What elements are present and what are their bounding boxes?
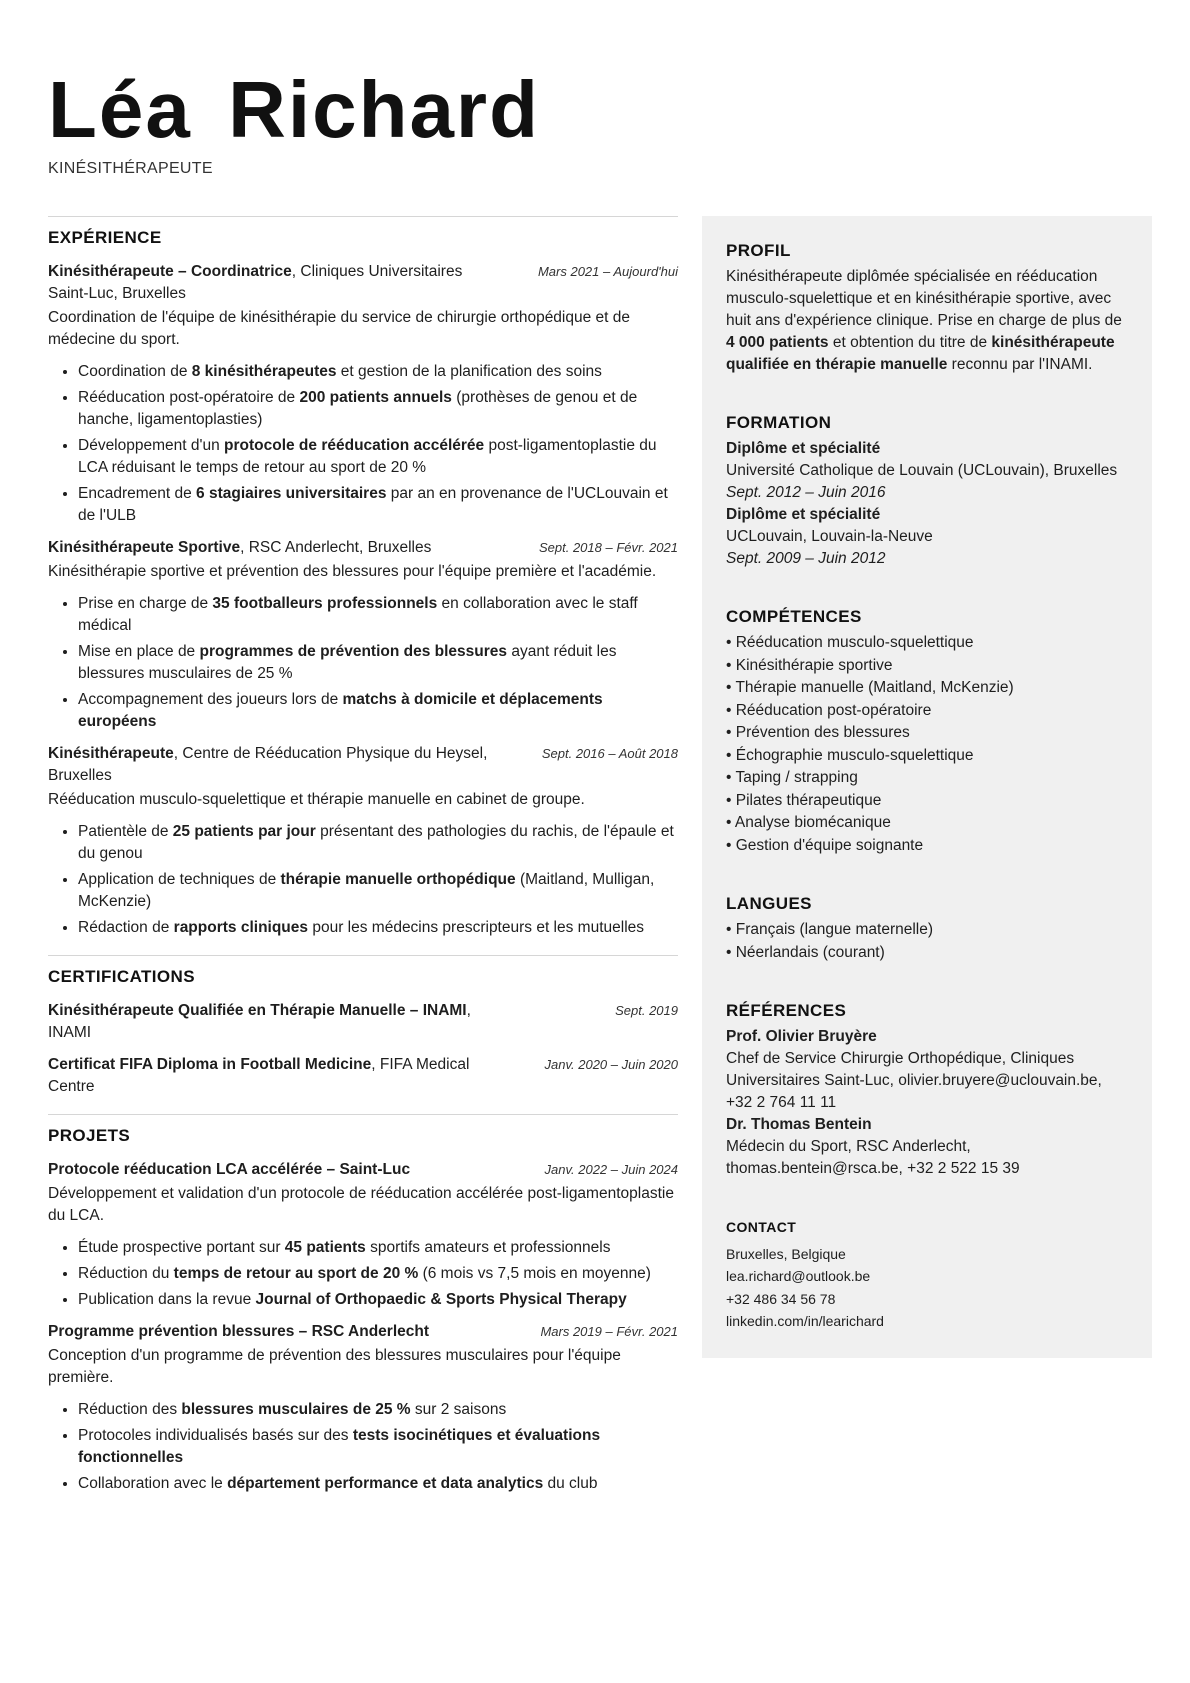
bullet-text: Rééducation post-opératoire de bbox=[78, 389, 300, 406]
entry-organization: , Centre de Rééducation Physique du Heysel, Bruxelles bbox=[48, 745, 488, 784]
candidate-name: Léa Richard bbox=[48, 65, 540, 154]
contact-section bbox=[726, 1216, 1128, 1333]
bullet-item bbox=[78, 361, 678, 383]
bullet-list bbox=[48, 593, 678, 733]
bullet-highlight: 200 patients annuels bbox=[299, 389, 452, 406]
profile-text-part: et obtention du titre de bbox=[828, 334, 992, 351]
bullet-item bbox=[78, 869, 678, 913]
bullet-item bbox=[78, 1237, 678, 1259]
entry-header bbox=[48, 1159, 678, 1181]
skill-item: • Kinésithérapie sportive bbox=[726, 656, 893, 674]
references-list bbox=[726, 1026, 1128, 1180]
skill-item: • Analyse biomécanique bbox=[726, 814, 891, 831]
profile-highlight: 4 000 patients bbox=[726, 334, 829, 351]
bullet-highlight: 35 footballeurs professionnels bbox=[212, 595, 438, 612]
section-title: RÉFÉRENCES bbox=[726, 1001, 847, 1020]
skill-item: • Taping / strapping bbox=[726, 769, 858, 786]
experience-list bbox=[48, 261, 678, 939]
contact-item: +32 486 34 56 78 bbox=[726, 1290, 836, 1307]
language-item: • Néerlandais (courant) bbox=[726, 943, 885, 961]
bullet-text: Rédaction de bbox=[78, 919, 174, 936]
bullet-item bbox=[78, 689, 678, 733]
bullet-text: Développement d'un bbox=[78, 437, 225, 454]
section-title: COMPÉTENCES bbox=[726, 607, 862, 626]
entry-role: Kinésithérapeute Qualifiée en Thérapie Manuelle – INAMI bbox=[48, 1002, 467, 1019]
reference-detail: Médecin du Sport, RSC Anderlecht, thomas.bentein@rsca.be, +32 2 522 15 39 bbox=[726, 1138, 1020, 1177]
entry-header bbox=[48, 1054, 678, 1098]
reference-detail: Chef de Service Chirurgie Orthopédique, Cliniques Universitaires Saint-Luc, olivier.bruyere@uclouvain.be, +32 2 764 11 11 bbox=[726, 1050, 1102, 1111]
bullet-text: Prise en charge de bbox=[78, 595, 213, 612]
bullet-highlight: protocole de rééducation accélérée bbox=[224, 437, 485, 454]
entry-organization: , RSC Anderlecht, Bruxelles bbox=[240, 539, 432, 556]
bullet-item bbox=[78, 917, 678, 939]
profile-highlight: kinésithérapeute qualifiée en thérapie manuelle bbox=[726, 334, 1115, 373]
entry bbox=[48, 1054, 678, 1098]
education-school: UCLouvain, Louvain-la-Neuve bbox=[726, 528, 933, 545]
section-title: EXPÉRIENCE bbox=[48, 228, 162, 247]
entry bbox=[48, 743, 678, 939]
bullet-list bbox=[48, 361, 678, 527]
bullet-text: (prothèses de genou et de hanche, ligamentoplasties) bbox=[78, 389, 638, 428]
skills-section bbox=[726, 606, 1128, 857]
reference-name: Prof. Olivier Bruyère bbox=[726, 1028, 877, 1045]
entry bbox=[48, 1000, 678, 1044]
certifications-section bbox=[48, 955, 678, 1098]
bullet-text: ayant réduit les blessures musculaires de 25 % bbox=[78, 643, 617, 682]
bullet-item bbox=[78, 1263, 678, 1285]
bullet-text: Accompagnement des joueurs lors de bbox=[78, 691, 343, 708]
bullet-highlight: département performance et data analytics bbox=[227, 1475, 544, 1492]
education-section bbox=[726, 412, 1128, 570]
section-title: PROJETS bbox=[48, 1126, 131, 1145]
bullet-highlight: 8 kinésithérapeutes bbox=[191, 363, 337, 380]
profile-text-part: reconnu par l'INAMI. bbox=[947, 356, 1093, 373]
entry bbox=[48, 1159, 678, 1311]
job-title: KINÉSITHÉRAPEUTE bbox=[48, 160, 213, 177]
bullet-highlight: Journal of Orthopaedic & Sports Physical Therapy bbox=[255, 1291, 627, 1308]
bullet-text: et gestion de la planification des soins bbox=[336, 363, 602, 380]
language-item: • Français (langue maternelle) bbox=[726, 921, 934, 938]
section-title: CERTIFICATIONS bbox=[48, 967, 195, 986]
skill-item: • Échographie musculo-squelettique bbox=[726, 746, 974, 764]
entry-date: Sept. 2018 – Févr. 2021 bbox=[538, 540, 678, 555]
bullet-highlight: temps de retour au sport de 20 % bbox=[173, 1265, 419, 1282]
education-date: Sept. 2012 – Juin 2016 bbox=[726, 484, 886, 501]
bullet-highlight: blessures musculaires de 25 % bbox=[181, 1401, 411, 1418]
education-list bbox=[726, 438, 1128, 570]
entry-header bbox=[48, 743, 678, 787]
entry-date: Mars 2021 – Aujourd'hui bbox=[537, 264, 678, 279]
bullet-text: Coordination de bbox=[78, 363, 192, 380]
bullet-text: Patientèle de bbox=[78, 823, 173, 840]
reference-name: Dr. Thomas Bentein bbox=[726, 1116, 872, 1133]
skill-item: • Pilates thérapeutique bbox=[726, 791, 882, 809]
profile-text bbox=[726, 266, 1128, 376]
bullet-highlight: programmes de prévention des blessures bbox=[199, 643, 508, 660]
bullet-list bbox=[48, 1399, 678, 1495]
entry-role: Programme prévention blessures – RSC Anderlecht bbox=[48, 1323, 430, 1340]
entry-header bbox=[48, 537, 678, 559]
bullet-item bbox=[78, 1399, 678, 1421]
entry-date: Sept. 2019 bbox=[615, 1003, 678, 1018]
bullet-text: pour les médecins prescripteurs et les mutuelles bbox=[308, 919, 645, 936]
bullet-text: Encadrement de bbox=[78, 485, 197, 502]
entry-header bbox=[48, 1321, 678, 1343]
bullet-text: Mise en place de bbox=[78, 643, 200, 660]
bullet-text: Réduction des bbox=[78, 1401, 182, 1418]
education-degree: Diplôme et spécialité bbox=[726, 440, 881, 457]
bullet-item bbox=[78, 821, 678, 865]
section-title: FORMATION bbox=[726, 413, 832, 432]
entry-description: Rééducation musculo-squelettique et thérapie manuelle en cabinet de groupe. bbox=[48, 791, 585, 808]
entry bbox=[48, 261, 678, 527]
entry-role: Kinésithérapeute – Coordinatrice bbox=[48, 263, 292, 280]
bullet-item bbox=[78, 641, 678, 685]
entry-role: Protocole rééducation LCA accélérée – Saint-Luc bbox=[48, 1161, 411, 1178]
certifications-list bbox=[48, 1000, 678, 1098]
entry-date: Mars 2019 – Févr. 2021 bbox=[540, 1324, 678, 1339]
skill-item: • Gestion d'équipe soignante bbox=[726, 836, 924, 854]
contact-item: lea.richard@outlook.be bbox=[726, 1268, 871, 1284]
profile-text-part: Kinésithérapeute diplômée spécialisée en rééducation musculo-squelettique et en kinésithérapie sportive, avec huit ans d'expérience clinique. Prise en charge de plus de bbox=[726, 268, 1122, 329]
bullet-text: Réduction du bbox=[78, 1265, 174, 1282]
skill-item: • Rééducation musculo-squelettique bbox=[726, 634, 974, 651]
bullet-item bbox=[78, 1425, 678, 1469]
bullet-highlight: 25 patients par jour bbox=[172, 823, 316, 840]
bullet-text: Étude prospective portant sur bbox=[78, 1239, 285, 1256]
main-column bbox=[48, 216, 678, 1505]
entry-date: Janv. 2022 – Juin 2024 bbox=[544, 1162, 678, 1177]
entry-organization: , FIFA Medical Centre bbox=[48, 1056, 470, 1095]
bullet-text: Publication dans la revue bbox=[78, 1291, 256, 1308]
profile-section bbox=[726, 240, 1128, 376]
skill-item: • Prévention des blessures bbox=[726, 724, 910, 741]
education-date: Sept. 2009 – Juin 2012 bbox=[726, 550, 886, 567]
bullet-list bbox=[48, 821, 678, 939]
languages-list bbox=[726, 919, 1128, 964]
bullet-item bbox=[78, 387, 678, 431]
bullet-text: (6 mois vs 7,5 mois en moyenne) bbox=[418, 1265, 651, 1282]
section-title: LANGUES bbox=[726, 894, 812, 913]
bullet-text: Application de techniques de bbox=[78, 871, 281, 888]
references-section bbox=[726, 1000, 1128, 1180]
bullet-highlight: 45 patients bbox=[284, 1239, 366, 1256]
projects-list bbox=[48, 1159, 678, 1495]
entry-organization: , INAMI bbox=[48, 1002, 471, 1041]
bullet-text: du club bbox=[543, 1475, 598, 1492]
contact-item: Bruxelles, Belgique bbox=[726, 1245, 846, 1262]
contact-list bbox=[726, 1243, 1128, 1333]
entry-description: Coordination de l'équipe de kinésithérapie du service de chirurgie orthopédique et de médecine du sport. bbox=[48, 309, 631, 348]
bullet-highlight: matchs à domicile et déplacements européens bbox=[78, 691, 603, 730]
entry-description: Développement et validation d'un protocole de rééducation accélérée post-ligamentoplastie du LCA. bbox=[48, 1185, 674, 1224]
skills-list bbox=[726, 632, 1128, 857]
entry-header bbox=[48, 261, 678, 305]
bullet-text: sur 2 saisons bbox=[410, 1401, 507, 1418]
languages-section bbox=[726, 893, 1128, 964]
entry-organization: , Cliniques Universitaires Saint-Luc, Bruxelles bbox=[48, 263, 463, 302]
entry-date: Janv. 2020 – Juin 2020 bbox=[544, 1057, 678, 1072]
bullet-text: (Maitland, Mulligan, McKenzie) bbox=[78, 871, 655, 910]
bullet-item bbox=[78, 1289, 678, 1311]
entry-role: Certificat FIFA Diploma in Football Medicine bbox=[48, 1056, 372, 1073]
skill-item: • Rééducation post-opératoire bbox=[726, 701, 932, 719]
bullet-text: Protocoles individualisés basés sur des bbox=[78, 1427, 353, 1444]
entry-header bbox=[48, 1000, 678, 1044]
bullet-text: post-ligamentoplastie du LCA réduisant le temps de retour au sport de 20 % bbox=[78, 437, 657, 476]
entry-date: Sept. 2016 – Août 2018 bbox=[541, 746, 678, 761]
bullet-text: par an en provenance de l'UCLouvain et de l'ULB bbox=[78, 485, 668, 524]
skill-item: • Thérapie manuelle (Maitland, McKenzie) bbox=[726, 679, 1014, 696]
bullet-list bbox=[48, 1237, 678, 1311]
bullet-item bbox=[78, 593, 678, 637]
bullet-text: présentant des pathologies du rachis, de l'épaule et du genou bbox=[78, 823, 674, 862]
section-title: PROFIL bbox=[726, 241, 791, 260]
education-school: Université Catholique de Louvain (UCLouvain), Bruxelles bbox=[726, 462, 1118, 479]
entry-role: Kinésithérapeute Sportive bbox=[48, 539, 241, 556]
entry-description: Conception d'un programme de prévention des blessures musculaires pour l'équipe première. bbox=[48, 1347, 621, 1386]
bullet-highlight: tests isocinétiques et évaluations fonctionnelles bbox=[78, 1427, 601, 1466]
bullet-item bbox=[78, 435, 678, 479]
bullet-text: Collaboration avec le bbox=[78, 1475, 228, 1492]
entry-role: Kinésithérapeute bbox=[48, 745, 174, 762]
entry-description: Kinésithérapie sportive et prévention des blessures pour l'équipe première et l'académie. bbox=[48, 563, 657, 580]
projects-section bbox=[48, 1114, 678, 1495]
entry bbox=[48, 537, 678, 733]
bullet-text: en collaboration avec le staff médical bbox=[78, 595, 638, 634]
education-degree: Diplôme et spécialité bbox=[726, 506, 881, 523]
bullet-text: sportifs amateurs et professionnels bbox=[365, 1239, 611, 1256]
bullet-item bbox=[78, 1473, 678, 1495]
sidebar bbox=[702, 216, 1152, 1358]
entry bbox=[48, 1321, 678, 1495]
experience-section bbox=[48, 216, 678, 939]
contact-item: linkedin.com/in/learichard bbox=[726, 1313, 884, 1329]
bullet-highlight: rapports cliniques bbox=[173, 919, 309, 936]
section-title: CONTACT bbox=[726, 1219, 797, 1235]
bullet-highlight: thérapie manuelle orthopédique bbox=[280, 871, 516, 888]
bullet-highlight: 6 stagiaires universitaires bbox=[196, 485, 387, 502]
bullet-item bbox=[78, 483, 678, 527]
